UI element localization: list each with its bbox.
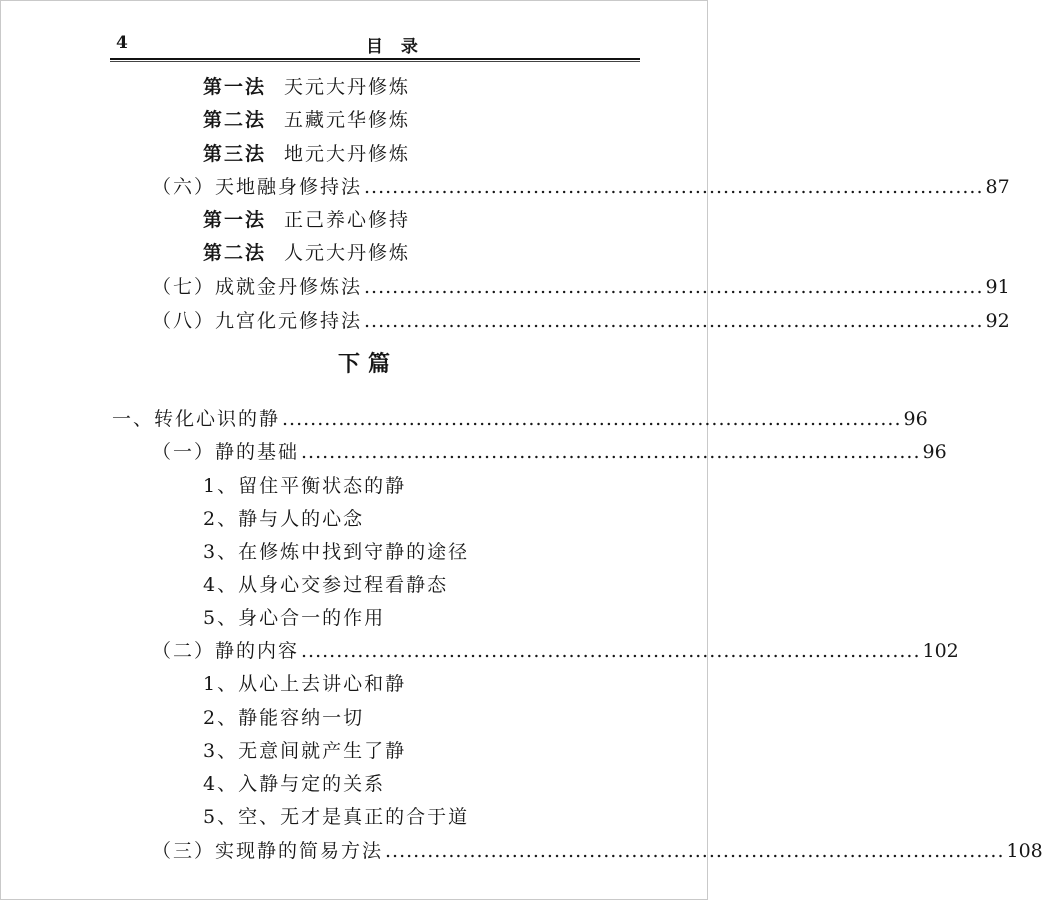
entry-page: 102 xyxy=(922,640,959,662)
entry-title: 一、转化心识的静 xyxy=(112,408,281,430)
entry-title: （七）成就金丹修炼法 xyxy=(152,276,363,298)
dot-leader: ........................................................................................ xyxy=(301,441,921,463)
header-rule xyxy=(110,58,640,60)
toc-method-entry xyxy=(203,105,410,135)
toc-subentry xyxy=(203,603,385,633)
dot-leader: ........................................................................................ xyxy=(364,310,984,332)
method-label: 第一法 xyxy=(203,76,267,98)
toc-entry[interactable] xyxy=(152,272,1010,302)
dot-leader: ........................................................................................ xyxy=(385,840,1005,862)
dot-leader: ........................................................................................ xyxy=(282,408,902,430)
entry-title: （一）静的基础 xyxy=(152,441,300,463)
toc-method-entry xyxy=(203,72,410,102)
entry-page: 96 xyxy=(903,408,928,430)
toc-entry[interactable] xyxy=(152,306,1010,336)
toc-entry[interactable] xyxy=(152,437,947,467)
header-rule-thin xyxy=(110,61,640,62)
toc-method-entry xyxy=(203,238,410,268)
entry-title: 3、在修炼中找到守静的途径 xyxy=(203,541,470,563)
dot-leader: ........................................................................................ xyxy=(364,276,984,298)
section-heading: 下篇 xyxy=(338,351,399,377)
entry-title: 4、从身心交参过程看静态 xyxy=(203,574,449,596)
toc-entry[interactable] xyxy=(152,836,1043,866)
method-label: 第三法 xyxy=(203,143,267,165)
toc-subentry xyxy=(203,802,469,832)
header-title: 目 录 xyxy=(366,37,424,57)
entry-title: 人元大丹修炼 xyxy=(284,242,411,264)
toc-subentry xyxy=(203,669,406,699)
entry-page: 96 xyxy=(922,441,947,463)
toc-subentry xyxy=(203,471,406,501)
method-label: 第二法 xyxy=(203,242,267,264)
entry-title: （八）九宫化元修持法 xyxy=(152,310,363,332)
entry-page: 87 xyxy=(985,176,1010,198)
entry-title: 地元大丹修炼 xyxy=(284,143,411,165)
toc-subentry xyxy=(203,570,448,600)
toc-subentry xyxy=(203,703,364,733)
entry-title: 5、身心合一的作用 xyxy=(203,607,386,629)
entry-title: （二）静的内容 xyxy=(152,640,300,662)
entry-title: 3、无意间就产生了静 xyxy=(203,740,407,762)
toc-method-entry xyxy=(203,139,410,169)
toc-subentry xyxy=(203,537,469,567)
page-number: 4 xyxy=(116,33,128,53)
toc-entry[interactable] xyxy=(152,636,959,666)
entry-page: 92 xyxy=(985,310,1010,332)
entry-page: 108 xyxy=(1006,840,1043,862)
dot-leader: ........................................................................................ xyxy=(301,640,921,662)
entry-title: （三）实现静的简易方法 xyxy=(152,840,384,862)
entry-title: 4、入静与定的关系 xyxy=(203,773,386,795)
toc-chapter-entry[interactable] xyxy=(112,404,928,434)
toc-subentry xyxy=(203,769,385,799)
entry-title: 五藏元华修炼 xyxy=(284,109,411,131)
toc-subentry xyxy=(203,504,364,534)
entry-title: （六）天地融身修持法 xyxy=(152,176,363,198)
toc-entry[interactable] xyxy=(152,172,1010,202)
entry-title: 天元大丹修炼 xyxy=(284,76,411,98)
entry-title: 1、留住平衡状态的静 xyxy=(203,475,407,497)
entry-page: 91 xyxy=(985,276,1010,298)
entry-title: 2、静能容纳一切 xyxy=(203,707,365,729)
toc-method-entry xyxy=(203,205,410,235)
method-label: 第二法 xyxy=(203,109,267,131)
entry-title: 2、静与人的心念 xyxy=(203,508,365,530)
method-label: 第一法 xyxy=(203,209,267,231)
toc-subentry xyxy=(203,736,406,766)
entry-title: 5、空、无才是真正的合于道 xyxy=(203,806,470,828)
dot-leader: ........................................................................................ xyxy=(364,176,984,198)
entry-title: 正己养心修持 xyxy=(284,209,411,231)
entry-title: 1、从心上去讲心和静 xyxy=(203,673,407,695)
